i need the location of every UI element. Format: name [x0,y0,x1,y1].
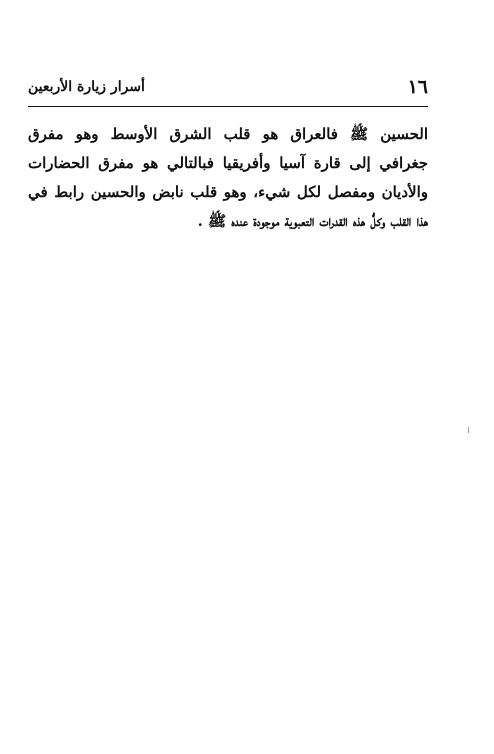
page-number: ١٦ [407,76,428,98]
paragraph-line: هذا القلب وكلُّ هذه القدرات التعبوية موجودة عنده ﷺ . [197,212,428,230]
page-header [28,74,428,104]
running-title: أسرار زيارة الأربعين [28,79,145,95]
header-divider [28,106,428,107]
paragraph-line: جغرافي إلى قارة آسيا وأفريقيا فبالتالي هو مفرق الحضارات [28,154,428,172]
body-paragraph [28,120,428,236]
paragraph-line: الحسين ﷺ فالعراق هو قلب الشرق الأوسط وهو مفرق [28,125,428,143]
paragraph-line: والأديان ومفصل لكل شيء، وهو قلب نابض والحسين رابط في [28,183,428,201]
scan-mark [468,427,469,433]
